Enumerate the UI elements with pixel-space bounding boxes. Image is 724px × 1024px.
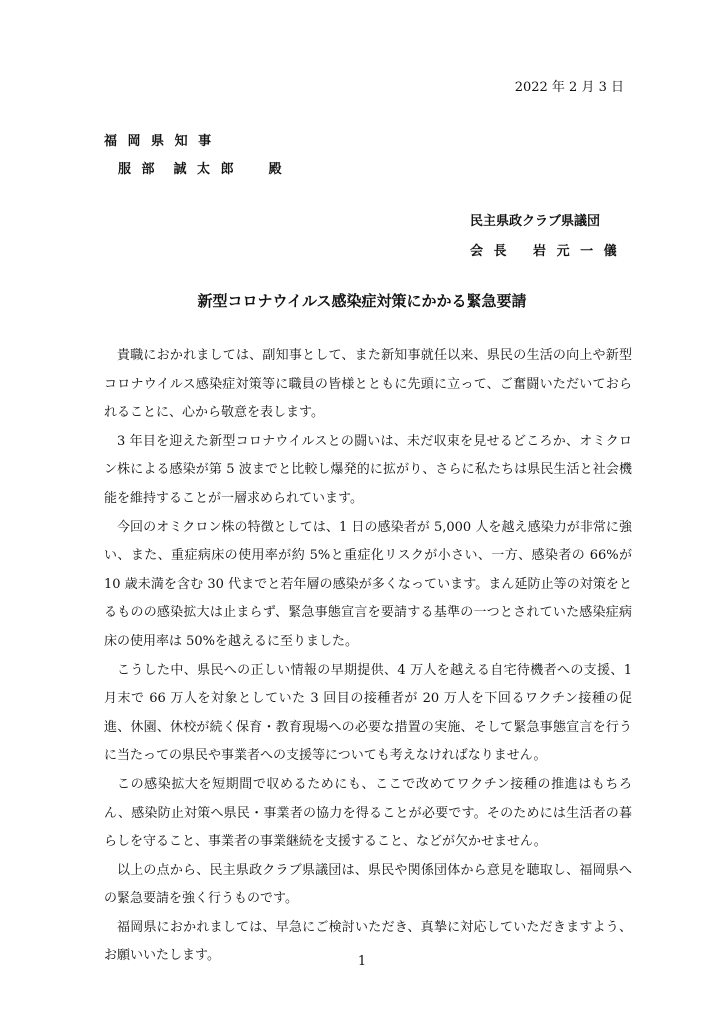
body-paragraph: 3 年目を迎えた新型コロナウイルスとの闘いは、未だ収束を見せるどころか、オミクロン株による感染が第 5 波までと比較し爆発的に拡がり、さらに私たちは県民生活と社会機能を維持することが一層求められています。 — [104, 433, 632, 506]
recipient-title: 福 岡 県 知 事 — [104, 134, 215, 149]
body-paragraph: 以上の点から、民主県政クラブ県議団は、県民や関係団体から意見を聴取し、福岡県への緊急要請を強く行うものです。 — [104, 862, 632, 907]
document-body — [104, 342, 632, 971]
document-date: 2022 年 2 月 3 日 — [514, 80, 624, 95]
recipient-name: 服 部 誠 太 郎 殿 — [118, 162, 285, 177]
body-paragraph: 福岡県におかれましては、早急にご検討いただき、真摯に対応していただきますよう、お願いいたします。 — [104, 919, 632, 964]
page-number: 1 — [357, 954, 367, 969]
body-paragraph: この感染拡大を短期間で収めるためにも、ここで改めてワクチン接種の推進はもちろん、感染防止対策へ県民・事業者の協力を得ることが必要です。そのためには生活者の暮らしを守ること、事業者の事業継続を支援すること、などが欠かせません。 — [104, 776, 632, 850]
body-paragraph: 貴職におかれましては、副知事として、また新知事就任以来、県民の生活の向上や新型コロナウイルス感染症対策等に職員の皆様とともに先頭に立って、ご奮闘いただいておられることに、心から敬意を表します。 — [104, 348, 632, 421]
body-paragraph: こうした中、県民への正しい情報の早期提供、4 万人を越える自宅待機者への支援、1 月末で 66 万人を対象としていた 3 回目の接種者が 20 万人を下回るワクチン接種の促進、休園、休校が続く保育・教育現場への必要な措置の実施、そして緊急事態宣言を行うに当たっての県民や事業者への支援等についても考えなければなりません。 — [104, 662, 632, 764]
sender-representative: 会 長 岩 元 一 儀 — [470, 244, 620, 259]
sender-group: 民主県政クラブ県議団 — [470, 214, 601, 229]
document-title: 新型コロナウイルス感染症対策にかかる緊急要請 — [197, 292, 527, 310]
body-paragraph: 今回のオミクロン株の特徴としては、1 日の感染者が 5,000 人を越え感染力が非常に強い、また、重症病床の使用率が約 5%と重症化リスクが小さい、一方、感染者の 66%が 10 歳未満を含む 30 代までと若年層の感染が多くなっています。まん延防止等の対策をとるものの感染拡大は止まらず、緊急事態宣言を要請する基準の一つとされていた感染症病床の使用率は 50%を越えるに至りました。 — [104, 519, 632, 649]
